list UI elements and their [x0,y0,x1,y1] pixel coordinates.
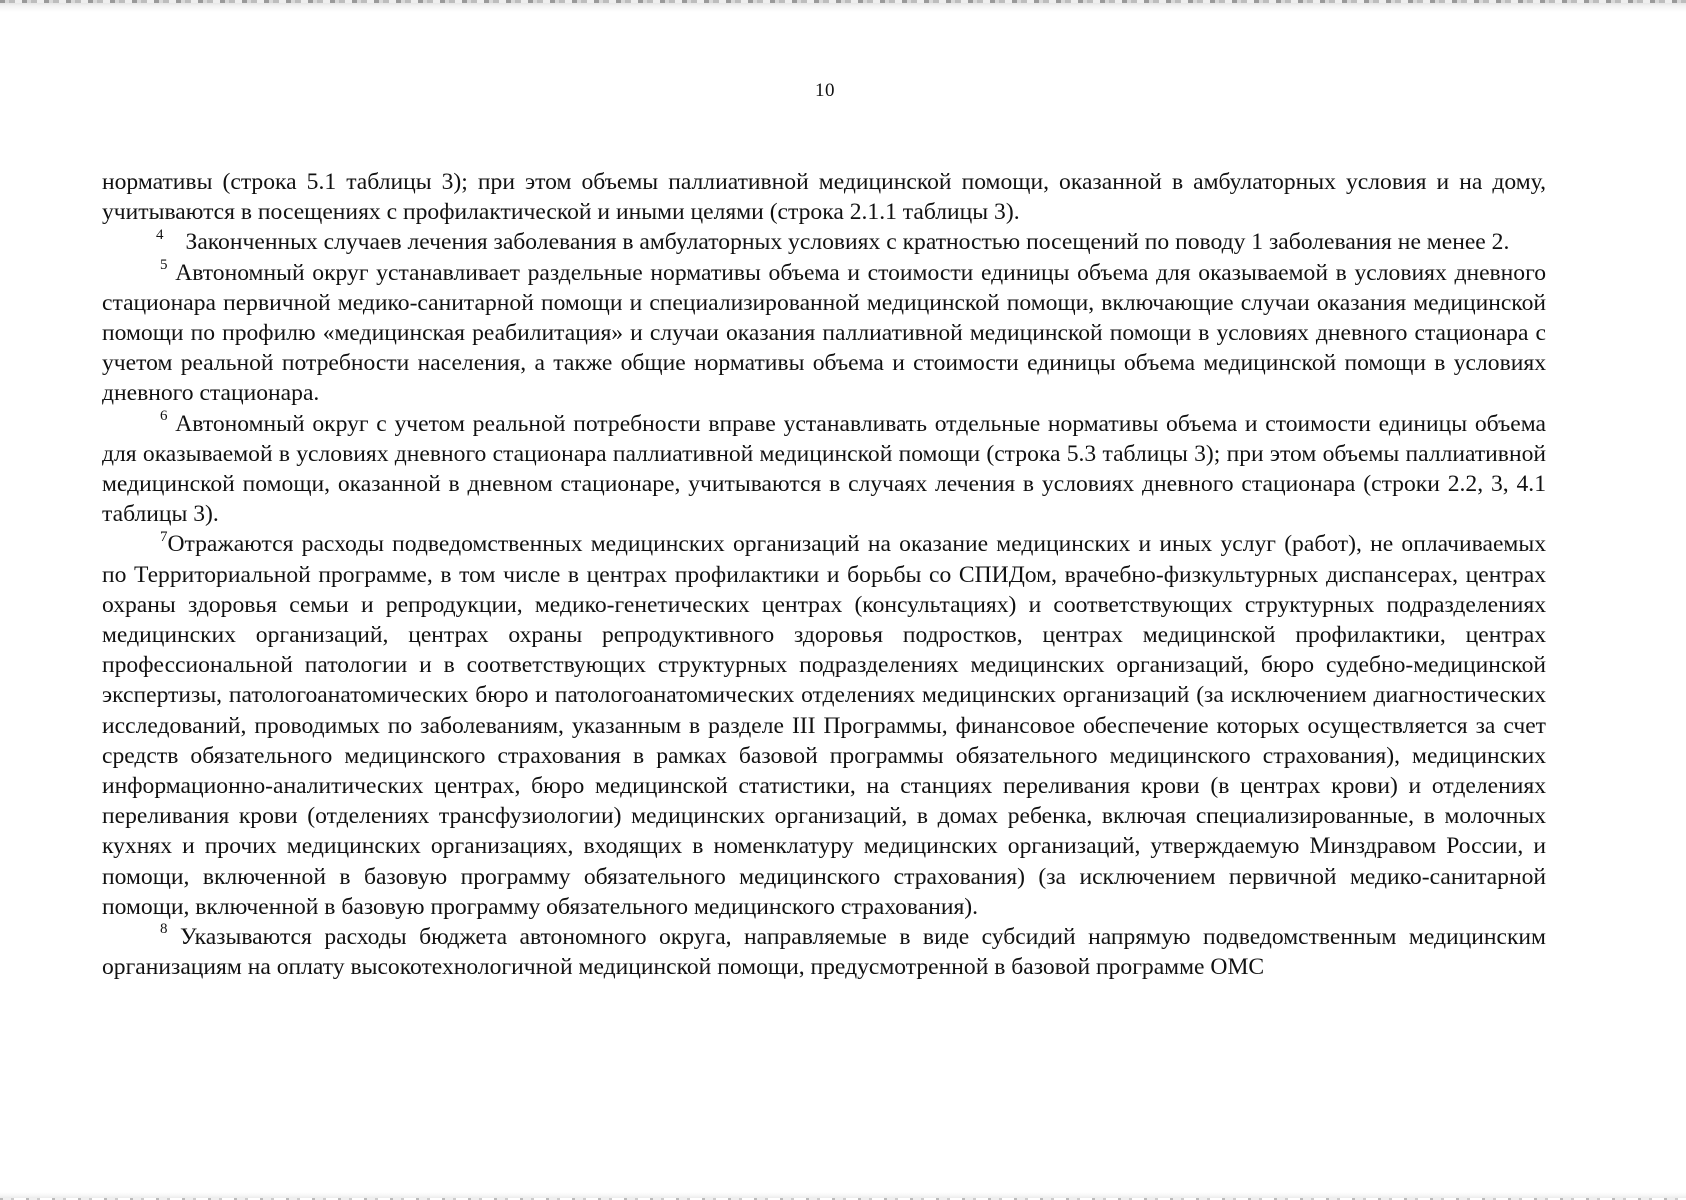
footnote-7 [102,529,1546,922]
footnote-8 [102,922,1546,982]
scan-edge-bottom [0,1192,1686,1200]
footnote-text: Автономный округ с учетом реальной потребности вправе устанавливать отдельные нормативы объема и стоимости единицы объема для оказываемой в условиях дневного стационара паллиативной медицинской помощи (строка 5.3 таблицы 3); при этом объемы паллиативной медицинской помощи, оказанной в дневном стационаре, учитываются в случаях лечения в условиях дневного стационара (строки 2.2, 3, 4.1 таблицы 3). [102,410,1546,528]
footnote-marker: 4 [156,226,164,243]
footnote-4 [102,227,1546,257]
footnote-6 [102,409,1546,530]
scan-edge-top [0,0,1686,12]
footnote-text: Автономный округ устанавливает раздельные нормативы объема и стоимости единицы объема для оказываемой в условиях дневного стационара первичной медико-санитарной помощи и специализированной медицинской помощи, включающие случаи оказания медицинской помощи по профилю «медицинская реабилитация» и случаи оказания паллиативной медицинской помощи в условиях дневного стационара с учетом реальной потребности населения, а также общие нормативы объема и стоимости единицы объема медицинской помощи в условиях дневного стационара. [102,259,1546,407]
continued-paragraph [102,167,1546,227]
page-number: 10 [815,80,835,101]
footnote-marker: 5 [160,256,168,273]
footnote-text: Законченных случаев лечения заболевания в амбулаторных условиях с кратностью посещений по поводу 1 заболевания не менее 2. [185,229,1510,256]
footnote-text: Указываются расходы бюджета автономного округа, направляемые в виде субсидий напрямую подведомственным медицинским организациям на оплату высокотехнологичной медицинской помощи, предусмотренной в базовой программе ОМС [102,924,1546,981]
footnote-marker: 7 [160,528,168,545]
footnote-5 [102,258,1546,409]
footnotes-body [102,167,1546,982]
paragraph-text: нормативы (строка 5.1 таблицы 3); при этом объемы паллиативной медицинской помощи, оказанной в амбулаторных условия и на дому, учитываются в посещениях с профилактической и иными целями (строка 2.1.1 таблицы 3). [102,169,1546,226]
footnote-text: Отражаются расходы подведомственных медицинских организаций на оказание медицинских и иных услуг (работ), не оплачиваемых по Территориальной программе, в том числе в центрах профилактики и борьбы со СПИДом, врачебно-физкультурных диспансерах, центрах охраны здоровья семьи и репродукции, медико-генетических центрах (консультациях) и соответствующих структурных подразделениях медицинских организаций, центрах охраны репродуктивного здоровья подростков, центрах медицинской профилактики, центрах профессиональной патологии и в соответствующих структурных подразделениях медицинских организаций, бюро судебно-медицинской экспертизы, патологоанатомических бюро и патологоанатомических отделениях медицинских организаций (за исключением диагностических исследований, проводимых по заболеваниям, указанным в разделе III Программы, финансовое обеспечение которых осуществляется за счет средств обязательного медицинского страхования в рамках базовой программы обязательного медицинского страхования), медицинских информационно-аналитических центрах, бюро медицинской статистики, на станциях переливания крови (в центрах крови) и отделениях переливания крови (отделениях трансфузиологии) медицинских организаций, в домах ребенка, включая специализированные, в молочных кухнях и прочих медицинских организациях, входящих в номенклатуру медицинских организаций, утверждаемую Минздравом России, и помощи, включенной в базовую программу обязательного медицинского страхования) (за исключением первичной медико-санитарной помощи, включенной в базовую программу обязательного медицинского страхования). [102,531,1546,920]
footnote-marker: 6 [160,407,168,424]
footnote-marker: 8 [160,921,168,938]
